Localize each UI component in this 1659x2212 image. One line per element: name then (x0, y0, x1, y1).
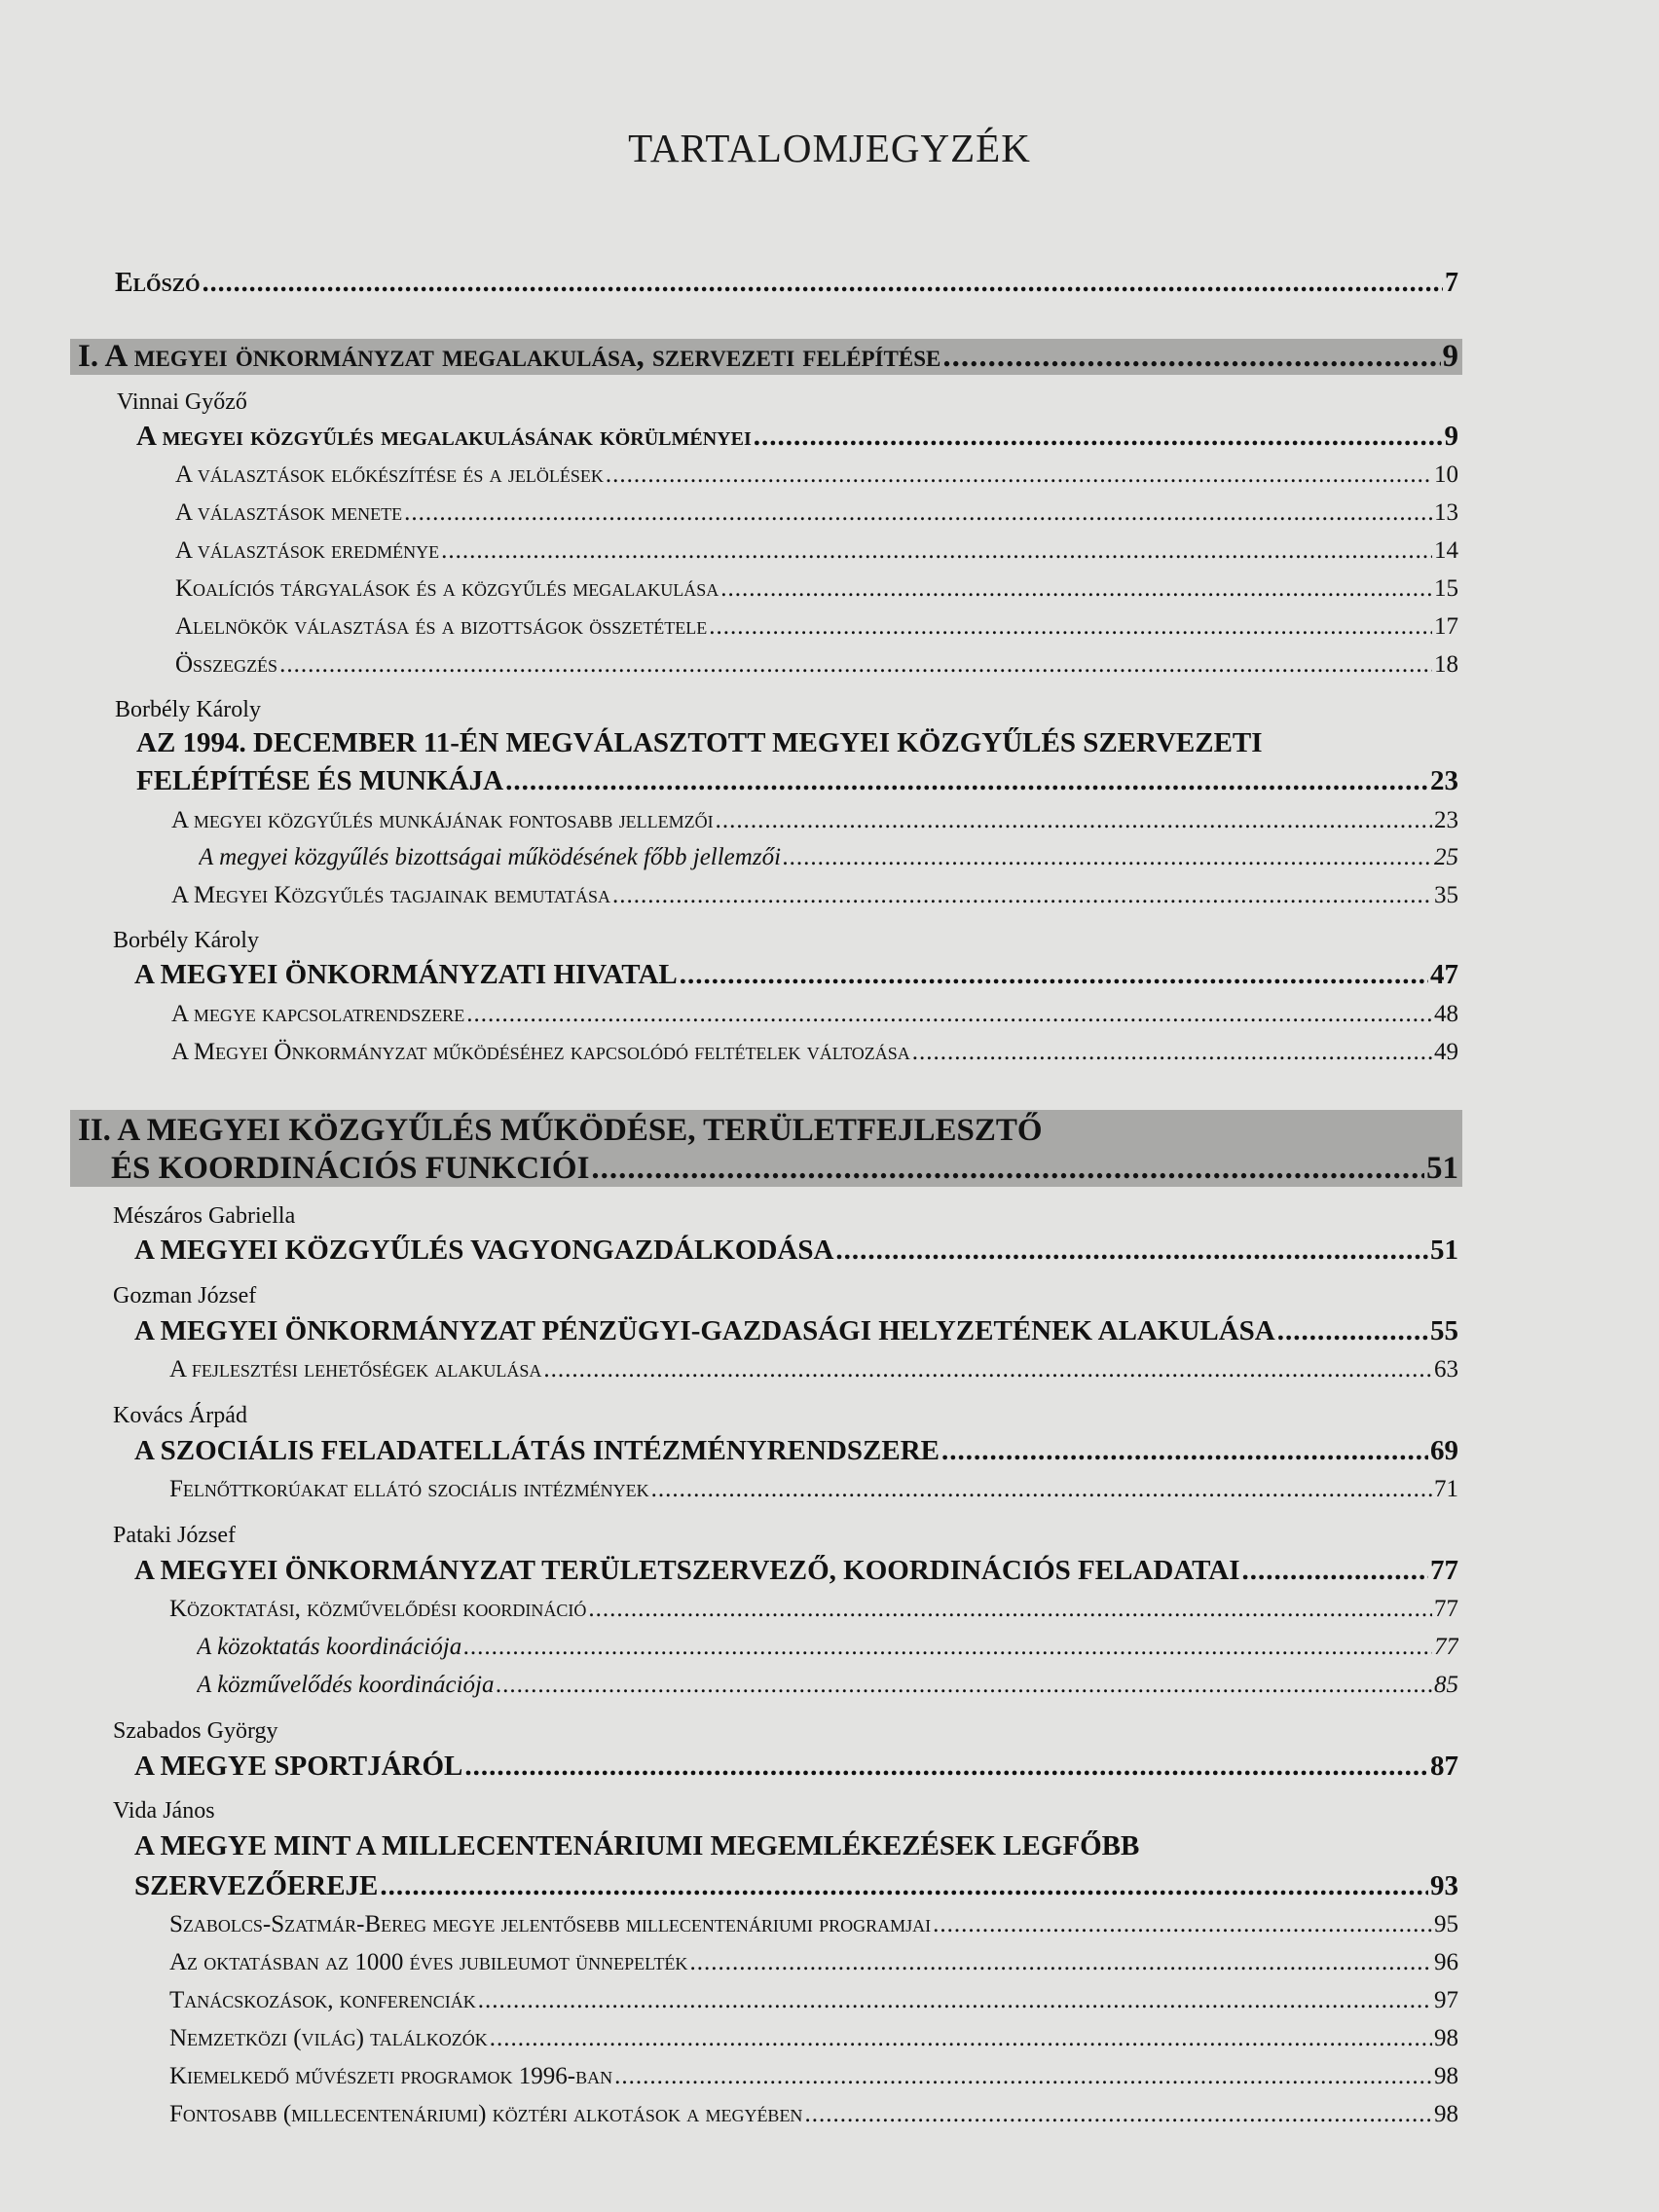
toc-entry-title: A MEGYEI ÖNKORMÁNYZATI HIVATAL (134, 959, 678, 990)
toc-entry-title: A közoktatás koordinációja (197, 1634, 462, 1660)
toc-page-number: 48 (1434, 1001, 1458, 1027)
toc-subentry (169, 1596, 1458, 1623)
toc-entry-title: Alelnökök választása és a bizottságok összetétele (175, 613, 708, 640)
toc-chapter (134, 1435, 1458, 1467)
toc-page-number: 63 (1434, 1356, 1458, 1382)
toc-entry-title: FELÉPÍTÉSE ÉS MUNKÁJA (136, 765, 504, 796)
toc-subentry (169, 1987, 1458, 2014)
toc-entry-title: Az oktatásban az 1000 éves jubileumot ünnepelték (169, 1949, 688, 1975)
leader-dots (689, 1949, 1432, 1976)
toc-chapter (134, 1555, 1458, 1587)
author-name: Kovács Árpád (113, 1403, 247, 1428)
leader-dots (478, 1987, 1432, 2014)
leader-dots (380, 1870, 1428, 1902)
toc-chapter (136, 421, 1458, 453)
toc-subentry-italic (197, 1634, 1458, 1661)
leader-dots (651, 1476, 1432, 1503)
toc-subentry (171, 1039, 1458, 1066)
toc-entry-title: A MEGYEI ÖNKORMÁNYZAT TERÜLETSZERVEZŐ, KOORDINÁCIÓS FELADATAI (134, 1555, 1240, 1586)
leader-dots (942, 339, 1440, 375)
toc-page-number: 9 (1442, 339, 1458, 374)
leader-dots (464, 1751, 1428, 1783)
toc-entry-title: A megyei közgyűlés megalakulásának körülményei (136, 421, 752, 452)
toc-page-number: 77 (1434, 1596, 1458, 1622)
toc-page-number: 23 (1434, 807, 1458, 833)
toc-page-number: 23 (1430, 765, 1458, 796)
toc-page-number: 51 (1426, 1151, 1458, 1186)
author-name: Mészáros Gabriella (113, 1203, 296, 1229)
toc-chapter (134, 1751, 1458, 1783)
toc-page-number: 77 (1430, 1555, 1458, 1586)
toc-entry-title: ÉS KOORDINÁCIÓS FUNKCIÓI (111, 1151, 590, 1186)
toc-entry-title: A MEGYEI KÖZGYŰLÉS VAGYONGAZDÁLKODÁSA (134, 1235, 834, 1266)
leader-dots (912, 1039, 1432, 1066)
toc-entry-title: Közoktatási, közművelődési koordináció (169, 1596, 587, 1622)
toc-page-number: 98 (1434, 2063, 1458, 2089)
toc-entry-title: A MEGYEI ÖNKORMÁNYZAT PÉNZÜGYI-GAZDASÁGI HELYZETÉNEK ALAKULÁSA (134, 1315, 1275, 1346)
toc-subentry (171, 807, 1458, 834)
toc-entry-title: Nemzetközi (világ) találkozók (169, 2025, 488, 2051)
leader-dots (933, 1911, 1432, 1938)
toc-page-number: 15 (1434, 575, 1458, 602)
toc-entry-title: Összegzés (175, 651, 278, 678)
leader-dots (441, 537, 1432, 565)
toc-page-number: 96 (1434, 1949, 1458, 1975)
leader-dots (591, 1151, 1424, 1187)
toc-chapter-line1: A MEGYE MINT A MILLECENTENÁRIUMI MEGEMLÉKEZÉSEK LEGFŐBB (134, 1830, 1140, 1862)
toc-page-number: 69 (1430, 1435, 1458, 1466)
toc-subentry-italic (197, 1672, 1458, 1699)
toc-subentry (169, 1911, 1458, 1938)
leader-dots (783, 844, 1432, 871)
toc-page-number: 17 (1434, 613, 1458, 640)
toc-subentry (169, 1476, 1458, 1503)
leader-dots (680, 959, 1428, 991)
toc-page-number: 77 (1434, 1634, 1458, 1660)
toc-entry-title: Kiemelkedő művészeti programok 1996-ban (169, 2063, 613, 2089)
author-name: Borbély Károly (113, 928, 259, 953)
toc-chapter-line1: AZ 1994. DECEMBER 11-ÉN MEGVÁLASZTOTT MEGYEI KÖZGYŰLÉS SZERVEZETI (136, 727, 1263, 758)
toc-entry-title: Koalíciós tárgyalások és a közgyűlés megalakulása (175, 575, 719, 602)
toc-page-number: 71 (1434, 1476, 1458, 1502)
leader-dots (466, 1001, 1432, 1028)
toc-entry-title: Fontosabb (millecentenáriumi) köztéri alkotások a megyében (169, 2101, 803, 2127)
leader-dots (543, 1356, 1432, 1383)
toc-section-2 (70, 1151, 1462, 1187)
toc-subentry-italic (199, 844, 1458, 871)
toc-entry-title: A MEGYE SPORTJÁRÓL (134, 1751, 463, 1782)
toc-entry-title: A közművelődés koordinációja (197, 1672, 495, 1698)
toc-page-number: 49 (1434, 1039, 1458, 1065)
leader-dots (606, 461, 1432, 489)
toc-subentry (169, 2063, 1458, 2090)
toc-chapter (134, 959, 1458, 991)
toc-entry-title: Tanácskozások, konferenciák (169, 1987, 476, 2013)
toc-page-number: 35 (1434, 882, 1458, 908)
leader-dots (505, 765, 1428, 797)
toc-chapter (134, 1235, 1458, 1267)
toc-page-number: 47 (1430, 959, 1458, 990)
toc-entry-preface (115, 268, 1458, 299)
leader-dots (941, 1435, 1428, 1467)
author-name: Szabados György (113, 1718, 278, 1744)
leader-dots (754, 421, 1443, 453)
toc-entry-title: Szabolcs-Szatmár-Bereg megye jelentősebb millecentenáriumi programjai (169, 1911, 932, 1937)
toc-subentry (175, 461, 1458, 489)
toc-page-number: 55 (1430, 1315, 1458, 1346)
toc-page-number: 93 (1430, 1870, 1458, 1901)
toc-entry-title: Előszó (115, 268, 201, 298)
leader-dots (279, 651, 1432, 679)
toc-page-number: 10 (1434, 461, 1458, 488)
leader-dots (588, 1596, 1432, 1623)
toc-page-number: 98 (1434, 2025, 1458, 2051)
toc-page-number: 85 (1434, 1672, 1458, 1698)
toc-section-2-line1: II. A MEGYEI KÖZGYŰLÉS MŰKÖDÉSE, TERÜLETFEJLESZTŐ (70, 1110, 1462, 1151)
toc-subentry (169, 1356, 1458, 1383)
author-name: Vinnai Győző (117, 389, 247, 415)
toc-entry-title: Felnőttkorúakat ellátó szociális intézmények (169, 1476, 649, 1502)
toc-page-number: 13 (1434, 499, 1458, 526)
toc-section-1 (70, 339, 1462, 375)
toc-subentry (175, 575, 1458, 603)
toc-chapter (134, 1870, 1458, 1902)
toc-entry-title: A megye kapcsolatrendszere (171, 1001, 465, 1027)
leader-dots (203, 268, 1443, 299)
toc-entry-title: A SZOCIÁLIS FELADATELLÁTÁS INTÉZMÉNYRENDSZERE (134, 1435, 940, 1466)
leader-dots (463, 1634, 1432, 1661)
toc-chapter (134, 1315, 1458, 1347)
toc-subentry (169, 2025, 1458, 2052)
author-name: Gozman József (113, 1283, 257, 1309)
toc-subentry (175, 537, 1458, 565)
page-title: TARTALOMJEGYZÉK (628, 126, 1031, 170)
toc-entry-title: A Megyei Önkormányzat működéséhez kapcsolódó feltételek változása (171, 1039, 910, 1065)
toc-entry-title: A megyei közgyűlés bizottságai működésének főbb jellemzői (199, 844, 782, 870)
toc-entry-title: A fejlesztési lehetőségek alakulása (169, 1356, 542, 1382)
leader-dots (612, 882, 1432, 909)
toc-page-number: 97 (1434, 1987, 1458, 2013)
toc-subentry (169, 1949, 1458, 1976)
toc-page-number: 14 (1434, 537, 1458, 564)
toc-subentry (171, 1001, 1458, 1028)
toc-chapter (136, 765, 1458, 797)
leader-dots (716, 807, 1432, 834)
toc-page-number: 9 (1444, 421, 1458, 452)
toc-page-number: 25 (1434, 844, 1458, 870)
author-name: Pataki József (113, 1523, 236, 1548)
leader-dots (804, 2101, 1432, 2128)
toc-entry-title: A választások eredménye (175, 537, 440, 564)
toc-subentry (175, 651, 1458, 679)
toc-entry-title: SZERVEZŐEREJE (134, 1870, 379, 1901)
leader-dots (720, 575, 1432, 603)
leader-dots (835, 1235, 1428, 1267)
toc-entry-title: A választások menete (175, 499, 403, 526)
leader-dots (1277, 1315, 1428, 1347)
toc-subentry (175, 499, 1458, 527)
leader-dots (1242, 1555, 1428, 1587)
toc-subentry (171, 882, 1458, 909)
author-name: Vida János (113, 1798, 215, 1824)
toc-entry-title: A választások előkészítése és a jelölések (175, 461, 604, 488)
leader-dots (490, 2025, 1432, 2052)
leader-dots (614, 2063, 1432, 2090)
toc-page-number: 51 (1430, 1235, 1458, 1266)
toc-subentry (175, 613, 1458, 641)
toc-page-number: 7 (1445, 268, 1458, 298)
toc-page-number: 87 (1430, 1751, 1458, 1782)
author-name: Borbély Károly (115, 697, 261, 722)
toc-subentry (169, 2101, 1458, 2128)
toc-page-number: 98 (1434, 2101, 1458, 2127)
toc-page-number: 18 (1434, 651, 1458, 678)
leader-dots (497, 1672, 1433, 1699)
toc-entry-title: A megyei közgyűlés munkájának fontosabb jellemzői (171, 807, 714, 833)
leader-dots (404, 499, 1432, 527)
toc-page-number: 95 (1434, 1911, 1458, 1937)
leader-dots (709, 613, 1432, 641)
toc-entry-title: A Megyei Közgyűlés tagjainak bemutatása (171, 882, 611, 908)
toc-entry-title: I. A megyei önkormányzat megalakulása, szervezeti felépítése (78, 339, 941, 374)
